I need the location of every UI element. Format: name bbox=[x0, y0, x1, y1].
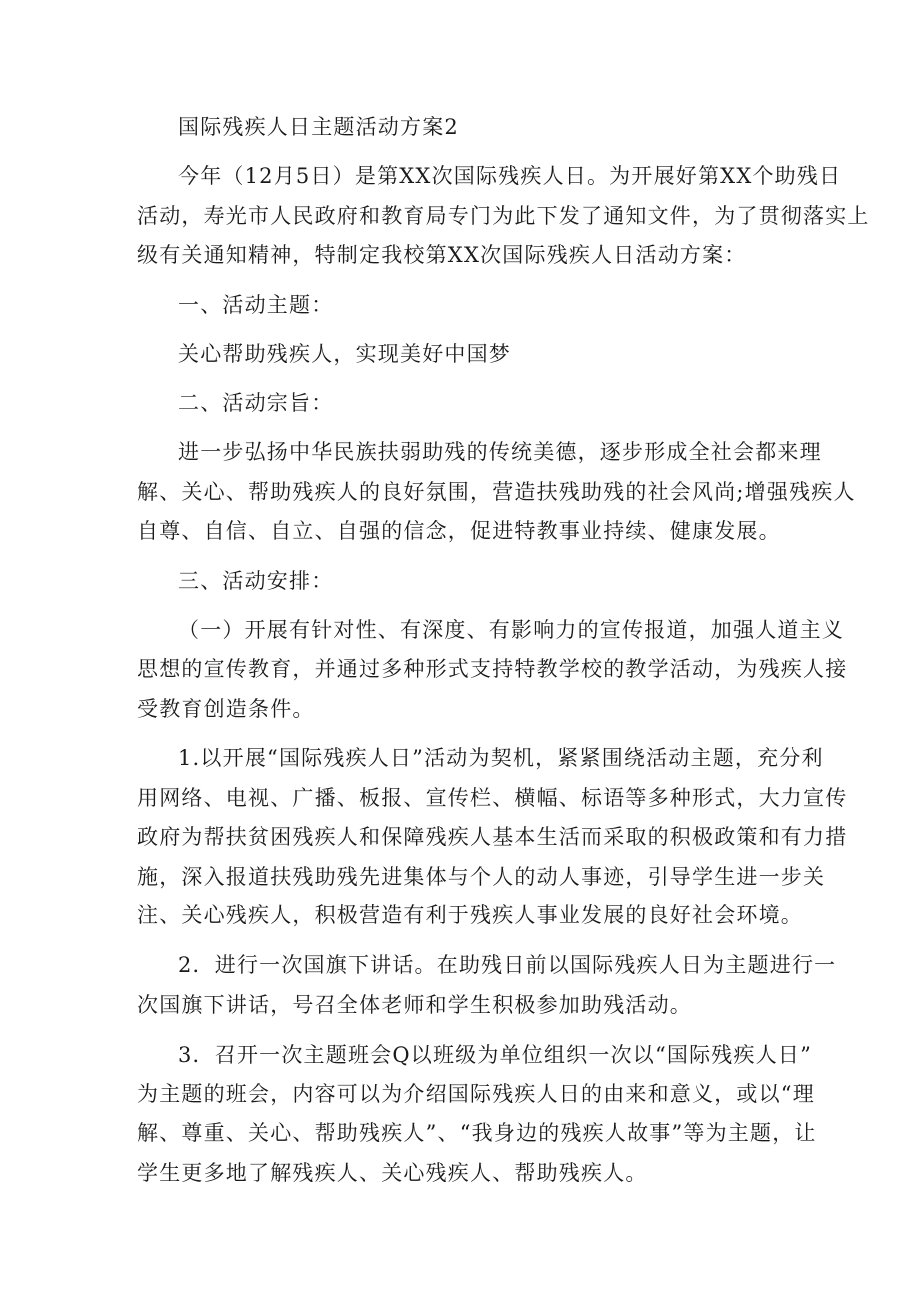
paragraph-line: 2．进行一次国旗下讲话。在助残日前以国际残疾人日为主题进行一 bbox=[178, 953, 837, 977]
paragraph-line: 用网络、电视、广播、板报、宣传栏、横幅、标语等多种形式，大力宣传 bbox=[137, 786, 848, 810]
paragraph-line: 1.以开展“国际残疾人日”活动为契机，紧紧围绕活动主题，充分利 bbox=[178, 746, 824, 770]
paragraph-line: 学生更多地了解残疾人、关心残疾人、帮助残疾人。 bbox=[137, 1161, 648, 1185]
paragraph-line: 为主题的班会，内容可以为介绍国际残疾人日的由来和意义，或以“理 bbox=[137, 1082, 815, 1106]
paragraph-line: 活动，寿光市人民政府和教育局专门为此下发了通知文件，为了贯彻落实上 bbox=[137, 204, 870, 228]
paragraph-line: 级有关通知精神，特制定我校第XX次国际残疾人日活动方案： bbox=[137, 243, 747, 267]
paragraph-line: 3．召开一次主题班会Q以班级为单位组织一次以“国际残疾人日” bbox=[178, 1043, 813, 1067]
paragraph-line: 施，深入报道扶残助残先进集体与个人的动人事迹，引导学生进一步关 bbox=[137, 865, 826, 889]
theme-slogan: 关心帮助残疾人，实现美好中国梦 bbox=[178, 342, 511, 366]
paragraph-line: 政府为帮扶贫困残疾人和保障残疾人基本生活而采取的积极政策和有力措 bbox=[137, 825, 848, 849]
section-heading-theme: 一、活动主题： bbox=[178, 293, 334, 317]
paragraph-line: 次国旗下讲话，号召全体老师和学生积极参加助残活动。 bbox=[137, 993, 692, 1017]
paragraph-line: 解、尊重、关心、帮助残疾人”、“我身边的残疾人故事”等为主题，让 bbox=[137, 1121, 817, 1145]
section-heading-purpose: 二、活动宗旨： bbox=[178, 391, 334, 415]
paragraph-line: 解、关心、帮助残疾人的良好氛围，营造扶残助残的社会风尚;增强残疾人 bbox=[137, 480, 856, 504]
paragraph-line: 注、关心残疾人，积极营造有利于残疾人事业发展的良好社会环境。 bbox=[137, 903, 803, 927]
paragraph-line: 思想的宣传教育，并通过多种形式支持特教学校的教学活动，为残疾人接 bbox=[137, 657, 848, 681]
paragraph-line: （一）开展有针对性、有深度、有影响力的宣传报道，加强人道主义 bbox=[178, 618, 844, 642]
section-heading-arrangement: 三、活动安排： bbox=[178, 569, 334, 593]
paragraph-line: 进一步弘扬中华民族扶弱助残的传统美德，逐步形成全社会都来理 bbox=[178, 440, 822, 464]
document-title: 国际残疾人日主题活动方案2 bbox=[178, 115, 459, 139]
paragraph-line: 自尊、自信、自立、自强的信念，促进特教事业持续、健康发展。 bbox=[137, 519, 781, 543]
paragraph-line: 受教育创造条件。 bbox=[137, 697, 315, 721]
paragraph-line: 今年（12月5日）是第XX次国际残疾人日。为开展好第XX个助残日 bbox=[178, 164, 842, 188]
